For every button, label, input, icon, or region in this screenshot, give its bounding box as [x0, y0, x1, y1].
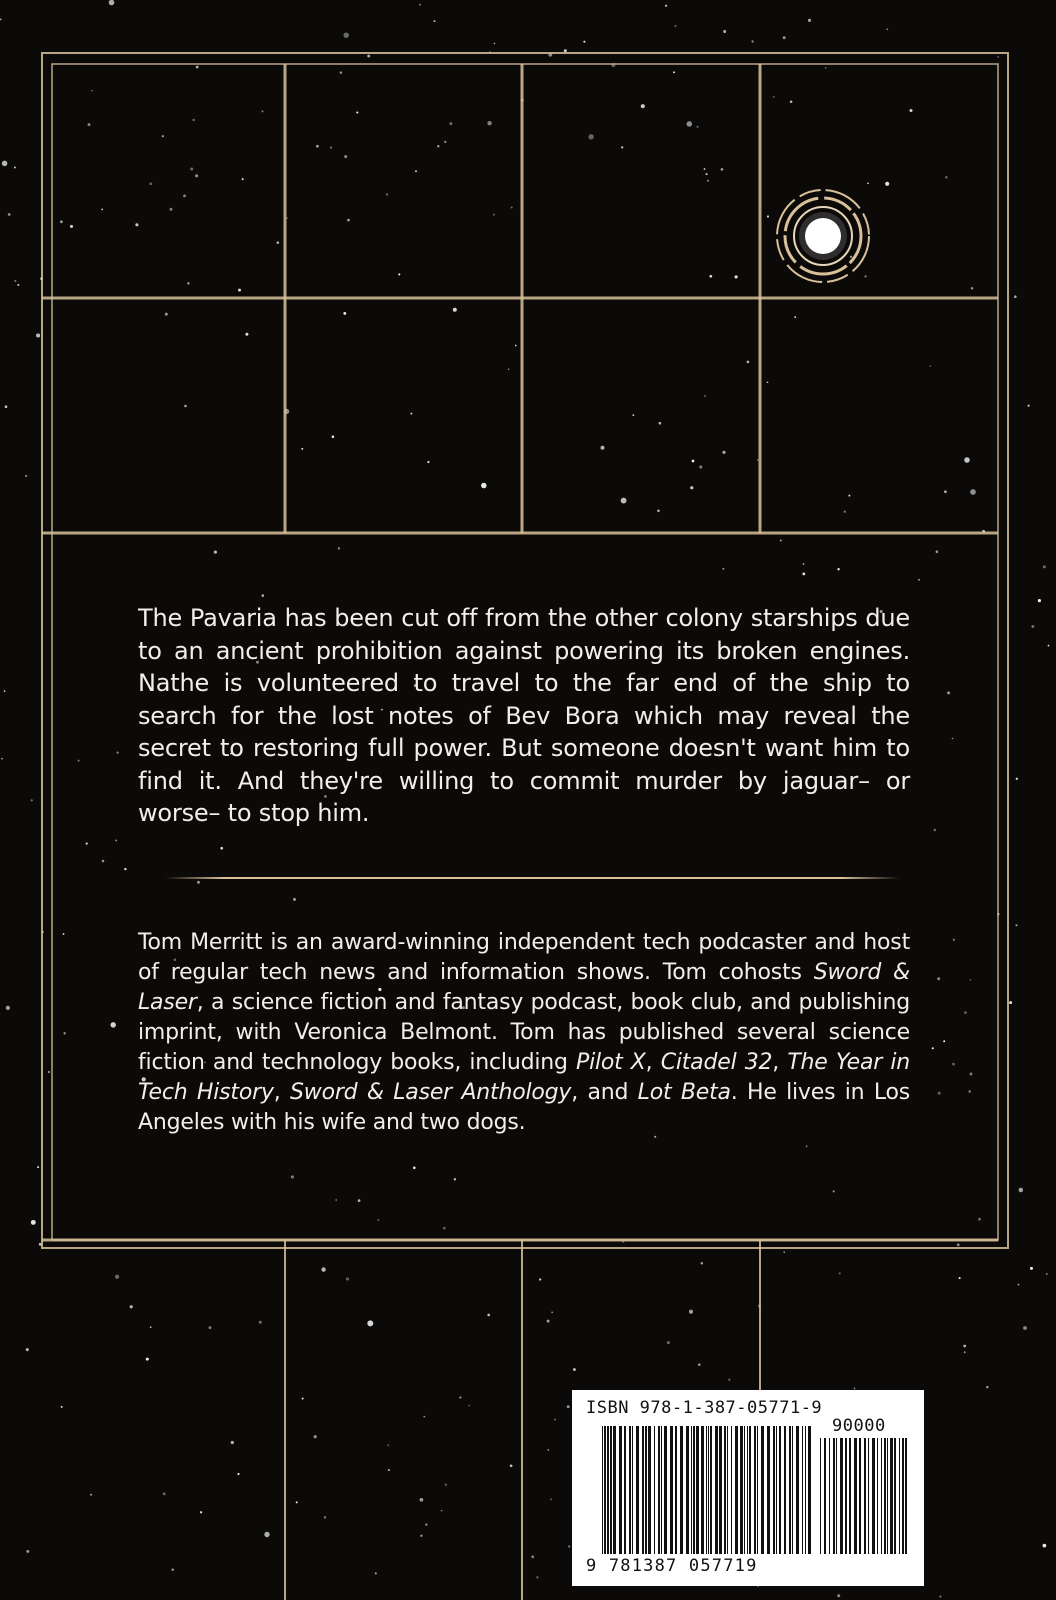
barcode-bar [833, 1438, 835, 1554]
bio-title: Sword & Laser [138, 960, 910, 1015]
ean-digits: 9 781387 057719 [586, 1556, 758, 1576]
bio-text: , a science fiction and fantasy podcast, book club, and publishing imprint, with Veronica Belmont. Tom has published several science fiction and technology books, including [138, 990, 910, 1075]
barcode-bar [636, 1426, 639, 1554]
barcode-bar [905, 1438, 907, 1554]
barcode-bar [824, 1438, 826, 1554]
barcode-bar [757, 1426, 758, 1554]
barcode-bar [724, 1426, 726, 1554]
bio-title: Pilot X [576, 1050, 646, 1075]
barcode-bar [773, 1426, 775, 1554]
barcode-bar [708, 1426, 709, 1554]
barcode-bar [706, 1426, 707, 1554]
barcode-bar [648, 1426, 651, 1554]
barcode-bar [808, 1426, 811, 1554]
section-divider [165, 877, 900, 879]
barcode-bar [744, 1426, 745, 1554]
barcode-bar [899, 1438, 900, 1554]
barcode-bar [696, 1426, 699, 1554]
barcode-bar [767, 1426, 770, 1554]
barcode-bar [792, 1426, 793, 1554]
author-bio [138, 928, 910, 1138]
barcode-bar [829, 1438, 830, 1554]
bio-text: , [772, 1050, 788, 1075]
barcode-bar [654, 1426, 655, 1554]
barcode-bar [613, 1426, 616, 1554]
barcode-bar [645, 1426, 647, 1554]
barcode-bar [887, 1438, 888, 1554]
bio-text: , [645, 1050, 661, 1075]
barcode-bar [629, 1426, 631, 1554]
barcode-bar [675, 1426, 677, 1554]
barcode-bar [779, 1426, 781, 1554]
barcode-bar [727, 1426, 728, 1554]
planet-icon [777, 190, 869, 282]
barcode-bar [624, 1426, 626, 1554]
barcode-bar [604, 1426, 606, 1554]
barcode-label [572, 1390, 924, 1586]
barcode-bar [747, 1426, 748, 1554]
barcode-bar [642, 1426, 644, 1554]
barcode-bar [664, 1426, 667, 1554]
bio-text: Tom Merritt is an award-winning independent tech podcaster and host of regular tech news and information shows. Tom cohosts [138, 930, 910, 985]
barcode-bar [607, 1426, 609, 1554]
book-blurb: The Pavaria has been cut off from the other colony starships due to an ancient prohibition against powering its broken engines. Nathe is volunteered to travel to the far end of the ship to search for the lost notes of Bev Bora which may reveal the secret to restoring full power. But someone doesn't want him to find it. And they're willing to commit murder by jaguar– or worse– to stop him. [138, 604, 910, 827]
barcode-bar [602, 1426, 603, 1554]
barcode-bar [693, 1426, 695, 1554]
barcode-bar [789, 1426, 791, 1554]
barcode-bar [680, 1426, 683, 1554]
barcode-bar [735, 1426, 738, 1554]
price-code: 90000 [832, 1416, 886, 1436]
barcode-bar [754, 1426, 756, 1554]
barcode-bar [864, 1438, 866, 1554]
bio-text: , and [571, 1080, 638, 1105]
barcode-bar [731, 1426, 732, 1554]
barcode-bar [890, 1438, 893, 1554]
barcode-bar [776, 1426, 777, 1554]
isbn-number: ISBN 978-1-387-05771-9 [586, 1398, 823, 1418]
bio-title: The Year in Tech History [138, 1050, 910, 1105]
barcode-bar [710, 1426, 712, 1554]
barcode-bar [845, 1438, 847, 1554]
barcode-bar [894, 1438, 896, 1554]
barcode-bar [902, 1438, 904, 1554]
barcode-bar [859, 1438, 861, 1554]
bio-title: Lot Beta [637, 1080, 731, 1105]
barcode-bar [658, 1426, 660, 1554]
barcode-bar [884, 1438, 886, 1554]
barcode-addon-bars [820, 1438, 910, 1554]
barcode-bar [784, 1426, 786, 1554]
barcode-bar [691, 1426, 692, 1554]
barcode-bar [854, 1438, 857, 1554]
bio-title: Citadel 32 [660, 1050, 773, 1075]
barcode-bar [670, 1426, 673, 1554]
barcode-bar [740, 1426, 743, 1554]
barcode-bar [877, 1438, 878, 1554]
barcode-bar [701, 1426, 704, 1554]
barcode-bar [872, 1438, 875, 1554]
bio-text: , [273, 1080, 291, 1105]
barcode-bar [849, 1438, 851, 1554]
barcode-bar [836, 1438, 837, 1554]
barcode-bar [802, 1426, 803, 1554]
bio-title: Sword & Laser Anthology [290, 1080, 572, 1105]
barcode-bar [632, 1426, 633, 1554]
barcode-bar [796, 1426, 799, 1554]
barcode-bar [661, 1426, 662, 1554]
barcode-bar [761, 1426, 764, 1554]
barcode-bar [820, 1438, 821, 1554]
barcode-bar [868, 1438, 869, 1554]
barcode-bar [881, 1438, 882, 1554]
bio-text: . He lives in Los Angeles with his wife and two dogs. [138, 1080, 911, 1135]
barcode-bar [805, 1426, 806, 1554]
barcode-bar [840, 1438, 843, 1554]
barcode-bar [619, 1426, 622, 1554]
barcode-bars [602, 1426, 812, 1554]
barcode-bar [610, 1426, 612, 1554]
barcode-bar [715, 1426, 718, 1554]
barcode-bar [686, 1426, 689, 1554]
barcode-bar [749, 1426, 751, 1554]
barcode-bar [719, 1426, 722, 1554]
